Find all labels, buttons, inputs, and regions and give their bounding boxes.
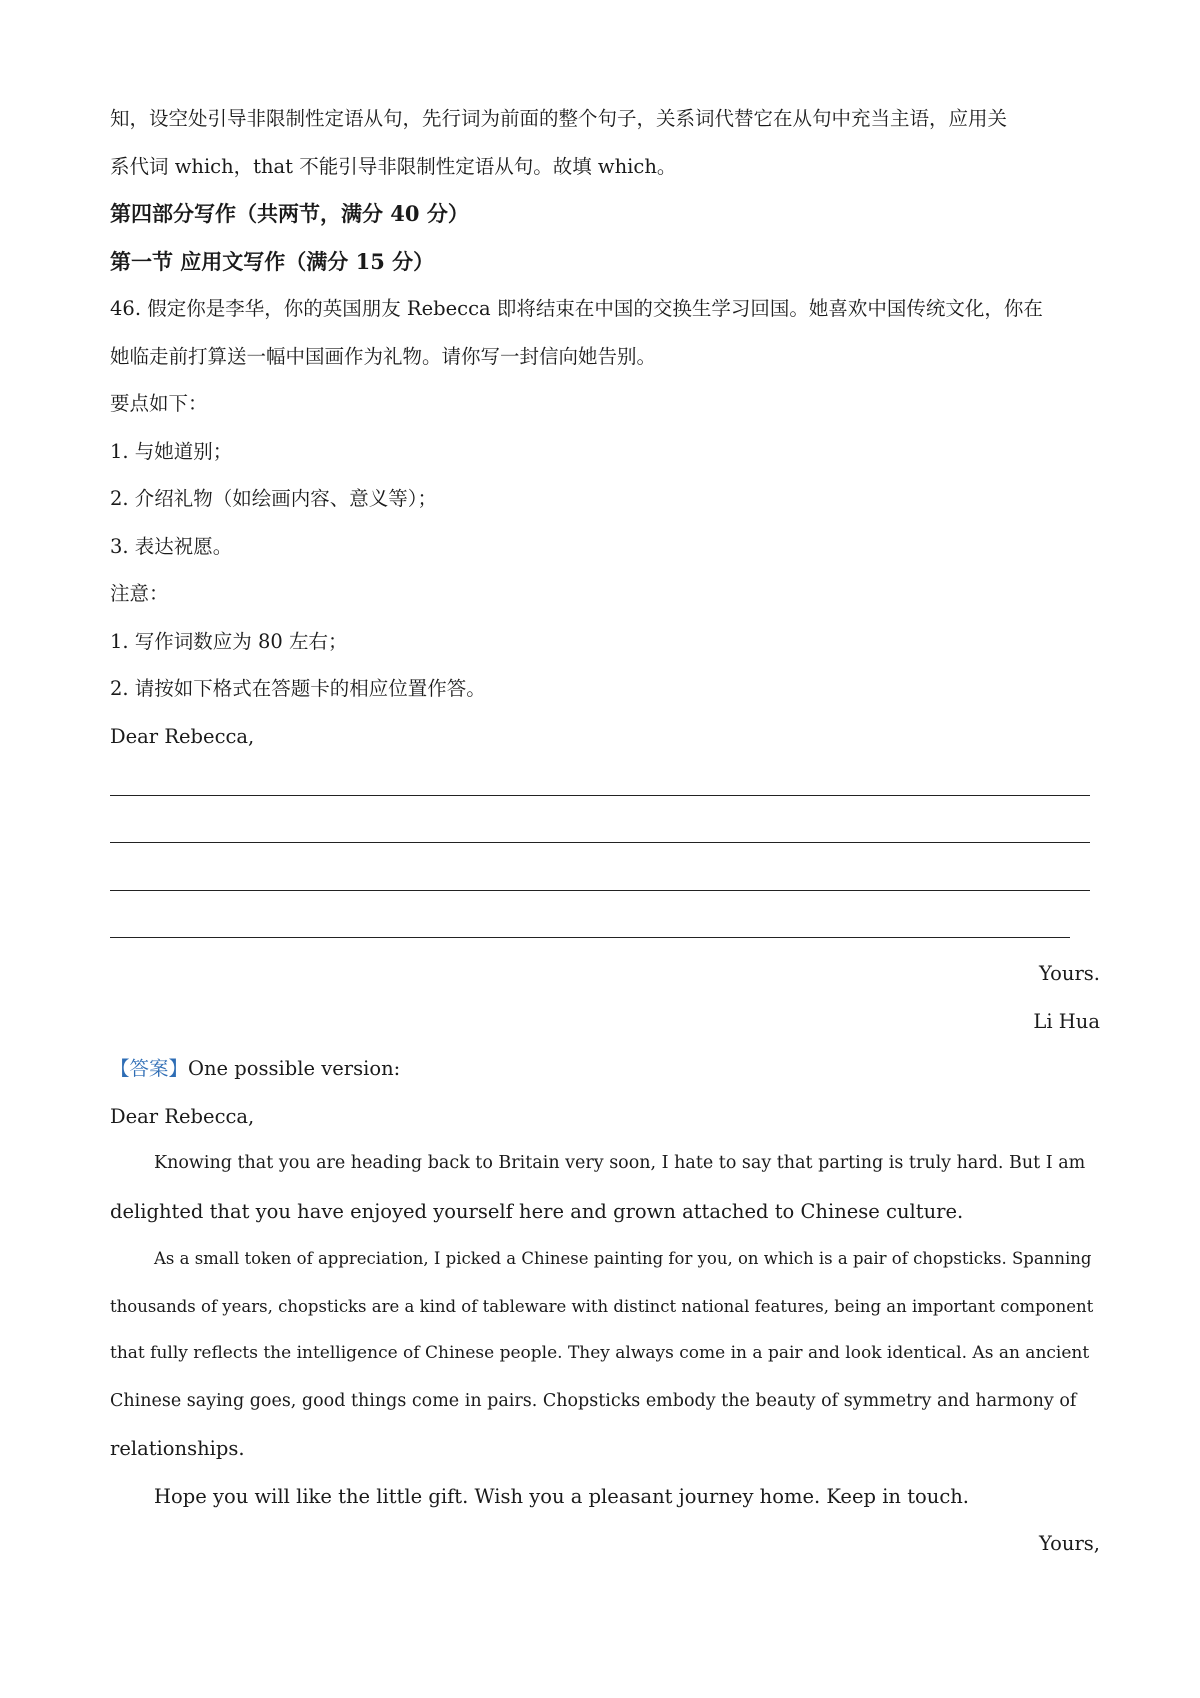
subsection-heading: 第一节 应用文写作（满分 15 分）: [110, 248, 435, 274]
explanation-line-2: 系代词 which，that 不能引导非限制性定语从句。故填 which。: [110, 154, 677, 178]
answer-line: As a small token of appreciation, I picked a Chinese painting for you, on which is a pair of chopsticks. Spanning: [154, 1249, 1092, 1268]
answer-line: Hope you will like the little gift. Wish you a pleasant journey home. Keep in touch.: [154, 1484, 970, 1508]
point-item: 3. 表达祝愿。: [110, 534, 233, 558]
answer-greeting: Dear Rebecca,: [110, 1104, 255, 1128]
answer-intro: One possible version:: [188, 1057, 401, 1080]
question-line-1: 46. 假定你是李华，你的英国朋友 Rebecca 即将结束在中国的交换生学习回国。她喜欢中国传统文化，你在: [110, 297, 1043, 320]
document-page: [110, 95, 1100, 1568]
note-item: 1. 写作词数应为 80 左右；: [110, 629, 348, 653]
section-heading: 第四部分写作（共两节，满分 40 分）: [110, 201, 469, 226]
answer-line: Chinese saying goes, good things come in pairs. Chopsticks embody the beauty of symmetry and harmony of: [110, 1390, 1077, 1411]
point-item: 1. 与她道别；: [110, 439, 233, 463]
answer-line: delighted that you have enjoyed yourself here and grown attached to Chinese culture.: [110, 1199, 964, 1223]
note-item: 2. 请按如下格式在答题卡的相应位置作答。: [110, 677, 486, 700]
template-signature: Li Hua: [1033, 1009, 1100, 1033]
notes-label: 注意：: [110, 582, 169, 605]
template-closing: Yours.: [1038, 962, 1100, 985]
answer-header: [110, 1045, 1100, 1093]
template-greeting: Dear Rebecca,: [110, 724, 255, 748]
answer-line: relationships.: [110, 1437, 245, 1460]
answer-line: thousands of years, chopsticks are a kind of tableware with distinct national features, being an important component: [110, 1296, 1094, 1316]
explanation-line-1: 知，设空处引导非限制性定语从句，先行词为前面的整个句子，关系词代替它在从句中充当主语，应用关: [110, 107, 1008, 130]
point-item: 2. 介绍礼物（如绘画内容、意义等）；: [110, 487, 438, 510]
question-line-2: 她临走前打算送一幅中国画作为礼物。请你写一封信向她告别。: [110, 344, 657, 368]
answer-line: that fully reflects the intelligence of Chinese people. They always come in a pair and look identical. As an ancient: [110, 1343, 1090, 1363]
answer-blank-line: [110, 808, 1100, 856]
points-label: 要点如下：: [110, 392, 208, 415]
answer-blank-line: [110, 903, 1100, 951]
answer-blank-line: [110, 760, 1100, 808]
answer-tag: 【答案】: [110, 1057, 189, 1080]
answer-line: Knowing that you are heading back to Britain very soon, I hate to say that parting is truly hard. But I am: [154, 1153, 1086, 1173]
answer-blank-line: [110, 855, 1100, 903]
answer-closing: Yours,: [1038, 1532, 1100, 1555]
